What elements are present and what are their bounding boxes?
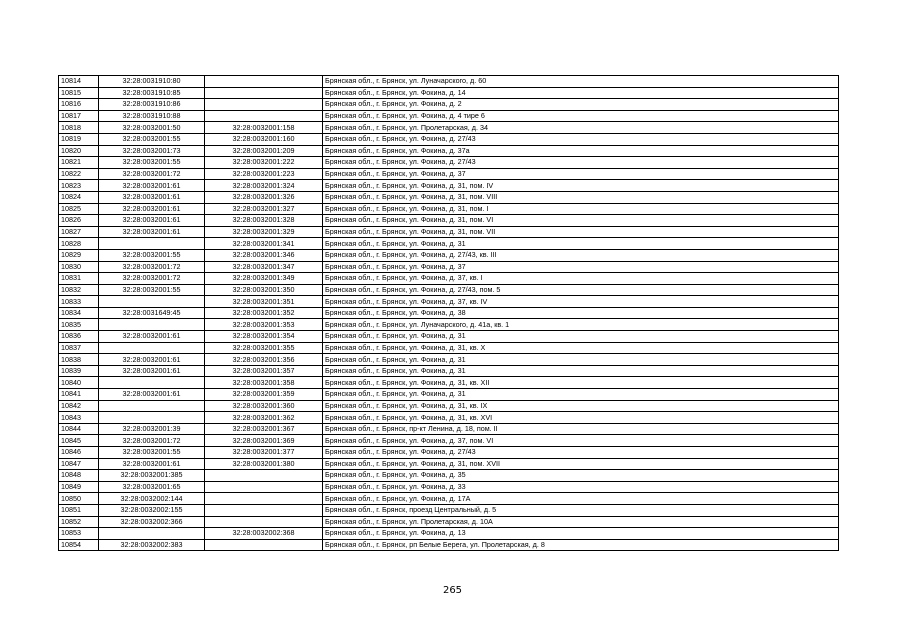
land-cadastral-number-cell: 32:28:0032001:72: [99, 273, 205, 285]
table-row: [59, 157, 839, 169]
row-number-cell: 10826: [59, 215, 99, 227]
table-row: [59, 539, 839, 551]
land-cadastral-number-cell: 32:28:0032001:55: [99, 157, 205, 169]
object-cadastral-number-cell: 32:28:0032001:367: [205, 423, 323, 435]
land-cadastral-number-cell: 32:28:0032001:55: [99, 284, 205, 296]
table-row: [59, 342, 839, 354]
object-cadastral-number-cell: 32:28:0032001:209: [205, 145, 323, 157]
land-cadastral-number-cell: [99, 342, 205, 354]
address-cell: Брянская обл., г. Брянск, ул. Фокина, д. 31: [323, 238, 839, 250]
land-cadastral-number-cell: 32:28:0032001:55: [99, 447, 205, 459]
address-cell: Брянская обл., г. Брянск, проезд Центральный, д. 5: [323, 504, 839, 516]
land-cadastral-number-cell: [99, 400, 205, 412]
land-cadastral-number-cell: 32:28:0031910:88: [99, 110, 205, 122]
row-number-cell: 10843: [59, 412, 99, 424]
object-cadastral-number-cell: 32:28:0032001:352: [205, 307, 323, 319]
table-row: [59, 412, 839, 424]
table-row: [59, 180, 839, 192]
object-cadastral-number-cell: 32:28:0032001:350: [205, 284, 323, 296]
register-table: [58, 75, 839, 551]
table-row: [59, 307, 839, 319]
land-cadastral-number-cell: 32:28:0032001:61: [99, 215, 205, 227]
table-row: [59, 458, 839, 470]
object-cadastral-number-cell: 32:28:0032001:328: [205, 215, 323, 227]
object-cadastral-number-cell: 32:28:0032001:324: [205, 180, 323, 192]
row-number-cell: 10824: [59, 191, 99, 203]
land-cadastral-number-cell: 32:28:0032001:50: [99, 122, 205, 134]
row-number-cell: 10820: [59, 145, 99, 157]
address-cell: Брянская обл., г. Брянск, ул. Фокина, д. 2: [323, 99, 839, 111]
row-number-cell: 10847: [59, 458, 99, 470]
address-cell: Брянская обл., г. Брянск, ул. Фокина, д. 31, кв. XII: [323, 377, 839, 389]
object-cadastral-number-cell: [205, 539, 323, 551]
row-number-cell: 10853: [59, 528, 99, 540]
table-row: [59, 528, 839, 540]
object-cadastral-number-cell: [205, 87, 323, 99]
address-cell: Брянская обл., г. Брянск, ул. Фокина, д. 37: [323, 168, 839, 180]
table-row: [59, 99, 839, 111]
land-cadastral-number-cell: 32:28:0032002:383: [99, 539, 205, 551]
object-cadastral-number-cell: 32:28:0032002:368: [205, 528, 323, 540]
land-cadastral-number-cell: 32:28:0032001:61: [99, 365, 205, 377]
row-number-cell: 10838: [59, 354, 99, 366]
row-number-cell: 10842: [59, 400, 99, 412]
address-cell: Брянская обл., г. Брянск, ул. Фокина, д. 31, кв. X: [323, 342, 839, 354]
land-cadastral-number-cell: 32:28:0032001:385: [99, 470, 205, 482]
land-cadastral-number-cell: [99, 296, 205, 308]
address-cell: Брянская обл., г. Брянск, ул. Фокина, д. 31, пом. VII: [323, 226, 839, 238]
row-number-cell: 10851: [59, 504, 99, 516]
address-cell: Брянская обл., г. Брянск, ул. Луначарского, д. 60: [323, 76, 839, 88]
address-cell: Брянская обл., г. Брянск, ул. Луначарского, д. 41а, кв. 1: [323, 319, 839, 331]
land-cadastral-number-cell: 32:28:0032002:155: [99, 504, 205, 516]
table-row: [59, 423, 839, 435]
address-cell: Брянская обл., г. Брянск, ул. Фокина, д. 38: [323, 307, 839, 319]
row-number-cell: 10840: [59, 377, 99, 389]
object-cadastral-number-cell: 32:28:0032001:359: [205, 389, 323, 401]
address-cell: Брянская обл., г. Брянск, ул. Фокина, д. 35: [323, 470, 839, 482]
address-cell: Брянская обл., г. Брянск, ул. Фокина, д. 31: [323, 331, 839, 343]
table-row: [59, 504, 839, 516]
object-cadastral-number-cell: 32:28:0032001:362: [205, 412, 323, 424]
row-number-cell: 10821: [59, 157, 99, 169]
address-cell: Брянская обл., г. Брянск, ул. Фокина, д. 17А: [323, 493, 839, 505]
object-cadastral-number-cell: 32:28:0032001:346: [205, 249, 323, 261]
land-cadastral-number-cell: 32:28:0031649:45: [99, 307, 205, 319]
object-cadastral-number-cell: 32:28:0032001:326: [205, 191, 323, 203]
land-cadastral-number-cell: 32:28:0032001:72: [99, 435, 205, 447]
address-cell: Брянская обл., г. Брянск, ул. Фокина, д. 31, пом. VIII: [323, 191, 839, 203]
land-cadastral-number-cell: 32:28:0032002:366: [99, 516, 205, 528]
object-cadastral-number-cell: 32:28:0032001:160: [205, 133, 323, 145]
row-number-cell: 10829: [59, 249, 99, 261]
row-number-cell: 10819: [59, 133, 99, 145]
table-row: [59, 493, 839, 505]
land-cadastral-number-cell: [99, 319, 205, 331]
row-number-cell: 10846: [59, 447, 99, 459]
address-cell: Брянская обл., г. Брянск, ул. Фокина, д. 14: [323, 87, 839, 99]
object-cadastral-number-cell: [205, 99, 323, 111]
land-cadastral-number-cell: 32:28:0032002:144: [99, 493, 205, 505]
land-cadastral-number-cell: 32:28:0032001:65: [99, 481, 205, 493]
land-cadastral-number-cell: [99, 377, 205, 389]
land-cadastral-number-cell: 32:28:0032001:61: [99, 389, 205, 401]
address-cell: Брянская обл., г. Брянск, ул. Фокина, д. 27/43, пом. 5: [323, 284, 839, 296]
row-number-cell: 10839: [59, 365, 99, 377]
register-table-body: [59, 76, 839, 551]
object-cadastral-number-cell: [205, 481, 323, 493]
land-cadastral-number-cell: 32:28:0032001:61: [99, 203, 205, 215]
address-cell: Брянская обл., г. Брянск, ул. Фокина, д. 31: [323, 354, 839, 366]
table-row: [59, 249, 839, 261]
object-cadastral-number-cell: 32:28:0032001:222: [205, 157, 323, 169]
row-number-cell: 10850: [59, 493, 99, 505]
land-cadastral-number-cell: 32:28:0032001:72: [99, 261, 205, 273]
address-cell: Брянская обл., г. Брянск, пр-кт Ленина, д. 18, пом. II: [323, 423, 839, 435]
table-row: [59, 110, 839, 122]
object-cadastral-number-cell: [205, 470, 323, 482]
table-row: [59, 215, 839, 227]
address-cell: Брянская обл., г. Брянск, ул. Фокина, д. 33: [323, 481, 839, 493]
row-number-cell: 10818: [59, 122, 99, 134]
table-row: [59, 191, 839, 203]
land-cadastral-number-cell: 32:28:0032001:73: [99, 145, 205, 157]
object-cadastral-number-cell: 32:28:0032001:329: [205, 226, 323, 238]
table-row: [59, 145, 839, 157]
land-cadastral-number-cell: 32:28:0032001:61: [99, 191, 205, 203]
row-number-cell: 10817: [59, 110, 99, 122]
table-row: [59, 273, 839, 285]
land-cadastral-number-cell: 32:28:0031910:80: [99, 76, 205, 88]
address-cell: Брянская обл., г. Брянск, ул. Фокина, д. 37, пом. VI: [323, 435, 839, 447]
table-row: [59, 284, 839, 296]
table-row: [59, 354, 839, 366]
table-row: [59, 133, 839, 145]
table-row: [59, 76, 839, 88]
object-cadastral-number-cell: 32:28:0032001:349: [205, 273, 323, 285]
row-number-cell: 10848: [59, 470, 99, 482]
table-row: [59, 377, 839, 389]
address-cell: Брянская обл., г. Брянск, ул. Пролетарская, д. 34: [323, 122, 839, 134]
address-cell: Брянская обл., г. Брянск, ул. Фокина, д. 37, кв. IV: [323, 296, 839, 308]
address-cell: Брянская обл., г. Брянск, рп Белые Берега, ул. Пролетарская, д. 8: [323, 539, 839, 551]
table-row: [59, 261, 839, 273]
table-row: [59, 319, 839, 331]
land-cadastral-number-cell: 32:28:0032001:61: [99, 458, 205, 470]
object-cadastral-number-cell: 32:28:0032001:223: [205, 168, 323, 180]
table-row: [59, 331, 839, 343]
table-row: [59, 470, 839, 482]
land-cadastral-number-cell: 32:28:0032001:61: [99, 180, 205, 192]
row-number-cell: 10831: [59, 273, 99, 285]
object-cadastral-number-cell: [205, 516, 323, 528]
address-cell: Брянская обл., г. Брянск, ул. Фокина, д. 31, пом. IV: [323, 180, 839, 192]
row-number-cell: 10845: [59, 435, 99, 447]
address-cell: Брянская обл., г. Брянск, ул. Фокина, д. 37а: [323, 145, 839, 157]
object-cadastral-number-cell: 32:28:0032001:377: [205, 447, 323, 459]
row-number-cell: 10835: [59, 319, 99, 331]
table-row: [59, 203, 839, 215]
land-cadastral-number-cell: [99, 412, 205, 424]
land-cadastral-number-cell: 32:28:0032001:61: [99, 226, 205, 238]
table-row: [59, 435, 839, 447]
table-row: [59, 168, 839, 180]
table-row: [59, 481, 839, 493]
row-number-cell: 10830: [59, 261, 99, 273]
land-cadastral-number-cell: [99, 528, 205, 540]
address-cell: Брянская обл., г. Брянск, ул. Фокина, д. 31: [323, 365, 839, 377]
address-cell: Брянская обл., г. Брянск, ул. Фокина, д. 31, пом. I: [323, 203, 839, 215]
row-number-cell: 10841: [59, 389, 99, 401]
object-cadastral-number-cell: 32:28:0032001:341: [205, 238, 323, 250]
table-row: [59, 238, 839, 250]
address-cell: Брянская обл., г. Брянск, ул. Фокина, д. 4 тире 6: [323, 110, 839, 122]
object-cadastral-number-cell: 32:28:0032001:347: [205, 261, 323, 273]
address-cell: Брянская обл., г. Брянск, ул. Фокина, д. 27/43: [323, 447, 839, 459]
row-number-cell: 10825: [59, 203, 99, 215]
address-cell: Брянская обл., г. Брянск, ул. Фокина, д. 27/43: [323, 133, 839, 145]
land-cadastral-number-cell: 32:28:0032001:55: [99, 133, 205, 145]
object-cadastral-number-cell: 32:28:0032001:351: [205, 296, 323, 308]
row-number-cell: 10854: [59, 539, 99, 551]
address-cell: Брянская обл., г. Брянск, ул. Фокина, д. 27/43: [323, 157, 839, 169]
object-cadastral-number-cell: [205, 110, 323, 122]
row-number-cell: 10833: [59, 296, 99, 308]
object-cadastral-number-cell: 32:28:0032001:356: [205, 354, 323, 366]
land-cadastral-number-cell: 32:28:0031910:86: [99, 99, 205, 111]
object-cadastral-number-cell: [205, 504, 323, 516]
object-cadastral-number-cell: [205, 493, 323, 505]
object-cadastral-number-cell: [205, 76, 323, 88]
object-cadastral-number-cell: 32:28:0032001:353: [205, 319, 323, 331]
object-cadastral-number-cell: 32:28:0032001:369: [205, 435, 323, 447]
object-cadastral-number-cell: 32:28:0032001:158: [205, 122, 323, 134]
row-number-cell: 10836: [59, 331, 99, 343]
address-cell: Брянская обл., г. Брянск, ул. Фокина, д. 37: [323, 261, 839, 273]
address-cell: Брянская обл., г. Брянск, ул. Фокина, д. 31: [323, 389, 839, 401]
land-cadastral-number-cell: 32:28:0031910:85: [99, 87, 205, 99]
row-number-cell: 10849: [59, 481, 99, 493]
address-cell: Брянская обл., г. Брянск, ул. Фокина, д. 37, кв. I: [323, 273, 839, 285]
land-cadastral-number-cell: 32:28:0032001:61: [99, 354, 205, 366]
row-number-cell: 10822: [59, 168, 99, 180]
row-number-cell: 10828: [59, 238, 99, 250]
land-cadastral-number-cell: 32:28:0032001:55: [99, 249, 205, 261]
row-number-cell: 10815: [59, 87, 99, 99]
page-number: 265: [442, 585, 463, 596]
address-cell: Брянская обл., г. Брянск, ул. Фокина, д. 27/43, кв. III: [323, 249, 839, 261]
table-row: [59, 122, 839, 134]
object-cadastral-number-cell: 32:28:0032001:380: [205, 458, 323, 470]
object-cadastral-number-cell: 32:28:0032001:357: [205, 365, 323, 377]
land-cadastral-number-cell: 32:28:0032001:61: [99, 331, 205, 343]
table-row: [59, 447, 839, 459]
table-row: [59, 365, 839, 377]
row-number-cell: 10832: [59, 284, 99, 296]
object-cadastral-number-cell: 32:28:0032001:354: [205, 331, 323, 343]
row-number-cell: 10837: [59, 342, 99, 354]
address-cell: Брянская обл., г. Брянск, ул. Фокина, д. 31, кв. IX: [323, 400, 839, 412]
address-cell: Брянская обл., г. Брянск, ул. Фокина, д. 31, кв. XVI: [323, 412, 839, 424]
address-cell: Брянская обл., г. Брянск, ул. Фокина, д. 13: [323, 528, 839, 540]
land-cadastral-number-cell: [99, 238, 205, 250]
table-row: [59, 87, 839, 99]
object-cadastral-number-cell: 32:28:0032001:360: [205, 400, 323, 412]
address-cell: Брянская обл., г. Брянск, ул. Пролетарская, д. 10А: [323, 516, 839, 528]
row-number-cell: 10852: [59, 516, 99, 528]
row-number-cell: 10827: [59, 226, 99, 238]
row-number-cell: 10834: [59, 307, 99, 319]
object-cadastral-number-cell: 32:28:0032001:358: [205, 377, 323, 389]
row-number-cell: 10814: [59, 76, 99, 88]
row-number-cell: 10844: [59, 423, 99, 435]
row-number-cell: 10823: [59, 180, 99, 192]
table-row: [59, 296, 839, 308]
address-cell: Брянская обл., г. Брянск, ул. Фокина, д. 31, пом. XVII: [323, 458, 839, 470]
land-cadastral-number-cell: 32:28:0032001:72: [99, 168, 205, 180]
object-cadastral-number-cell: 32:28:0032001:355: [205, 342, 323, 354]
row-number-cell: 10816: [59, 99, 99, 111]
address-cell: Брянская обл., г. Брянск, ул. Фокина, д. 31, пом. VI: [323, 215, 839, 227]
land-cadastral-number-cell: 32:28:0032001:39: [99, 423, 205, 435]
table-row: [59, 226, 839, 238]
table-row: [59, 389, 839, 401]
object-cadastral-number-cell: 32:28:0032001:327: [205, 203, 323, 215]
table-row: [59, 516, 839, 528]
table-row: [59, 400, 839, 412]
